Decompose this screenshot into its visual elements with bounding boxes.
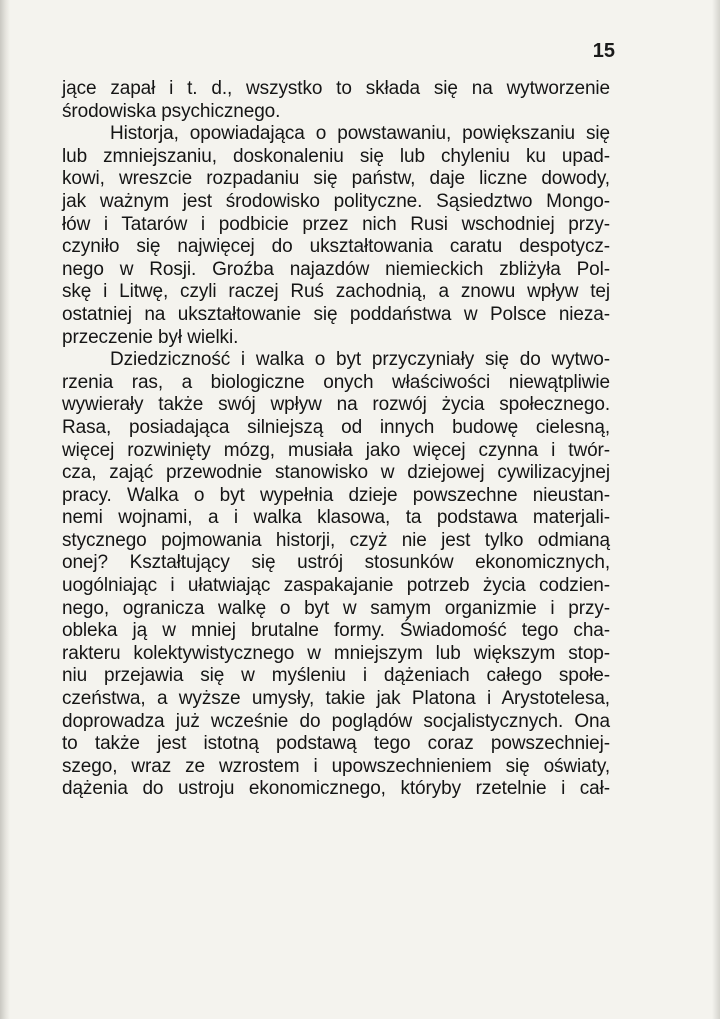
text-line: wywierały także swój wpływ na rozwój życia społecznego. [62,394,610,416]
text-line: to także jest istotną podstawą tego coraz powszechniej- [62,733,610,755]
text-line: jące zapał i t. d., wszystko to składa się na wytworzenie [62,78,610,99]
text-line: uogólniając i ułatwiając zaspakajanie potrzeb życia codzien- [62,575,610,597]
text-line: więcej rozwinięty mózg, musiała jako więcej czynna i twór- [62,439,610,461]
page-left-edge [0,0,10,1019]
text-line: czyniło się najwięcej do ukształtowania caratu despotycz- [62,236,610,258]
text-line: cza, zająć przewodnie stanowisko w dziejowej cywilizacyjnej [62,462,610,484]
text-line: nemi wojnami, a i walka klasowa, ta podstawa materjali- [62,507,610,529]
text-line: nego, ogranicza walkę o byt w samym organizmie i przy- [62,597,610,619]
text-line: Rasa, posiadająca silniejszą od innych budowę cielesną, [62,416,610,438]
text-line: skę i Litwę, czyli raczej Ruś zachodnią, a znowu wpływ tej [62,281,610,303]
text-line: pracy. Walka o byt wypełnia dzieje powszechne nieustan- [62,484,610,506]
text-line: niu przejawia się w myśleniu i dążeniach całego społe- [62,665,610,687]
text-line: Dziedziczność i walka o byt przyczyniały się do wytwo- [110,349,610,371]
text-line: rzenia ras, a biologiczne onych właściwości niewątpliwie [62,371,610,393]
text-line: środowiska psychicznego. [62,100,281,122]
text-line: dążenia do ustroju ekonomicznego, któryby rzetelnie i cał- [62,778,610,800]
text-line: kowi, wreszcie rozpadaniu się państw, daje liczne dowody, [62,168,610,190]
text-line: nego w Rosji. Groźba najazdów niemieckich zbliżyła Pol- [62,258,610,280]
text-line: jak ważnym jest środowisko polityczne. Sąsiedztwo Mongo- [62,190,610,212]
text-line: lub zmniejszaniu, doskonaleniu się lub chyleniu ku upad- [62,145,610,167]
text-line: onej? Kształtujący się ustrój stosunków ekonomicznych, [62,552,610,574]
text-line: obleka ją w mniej brutalne formy. Świadomość tego cha- [62,620,610,642]
text-line: czeństwa, a wyższe umysły, takie jak Platona i Arystotelesa, [62,688,610,710]
text-line: doprowadza już wcześnie do poglądów socjalistycznych. Ona [62,710,610,732]
body-text [62,78,610,801]
text-line: ostatniej na ukształtowanie się poddaństwa w Polsce nieza- [62,303,610,325]
page-number: 15 [592,40,615,62]
page-right-edge [712,0,720,1019]
text-line: łów i Tatarów i podbicie przez nich Rusi wschodniej przy- [62,213,610,235]
text-line: Historja, opowiadająca o powstawaniu, powiększaniu się [110,123,610,145]
text-line: przeczenie był wielki. [62,326,239,348]
text-line: rakteru kolektywistycznego w mniejszym lub większym stop- [62,642,610,664]
text-line: szego, wraz ze wzrostem i upowszechnieniem się oświaty, [62,755,610,777]
text-line: stycznego pojmowania historji, czyż nie jest tylko odmianą [62,529,610,551]
